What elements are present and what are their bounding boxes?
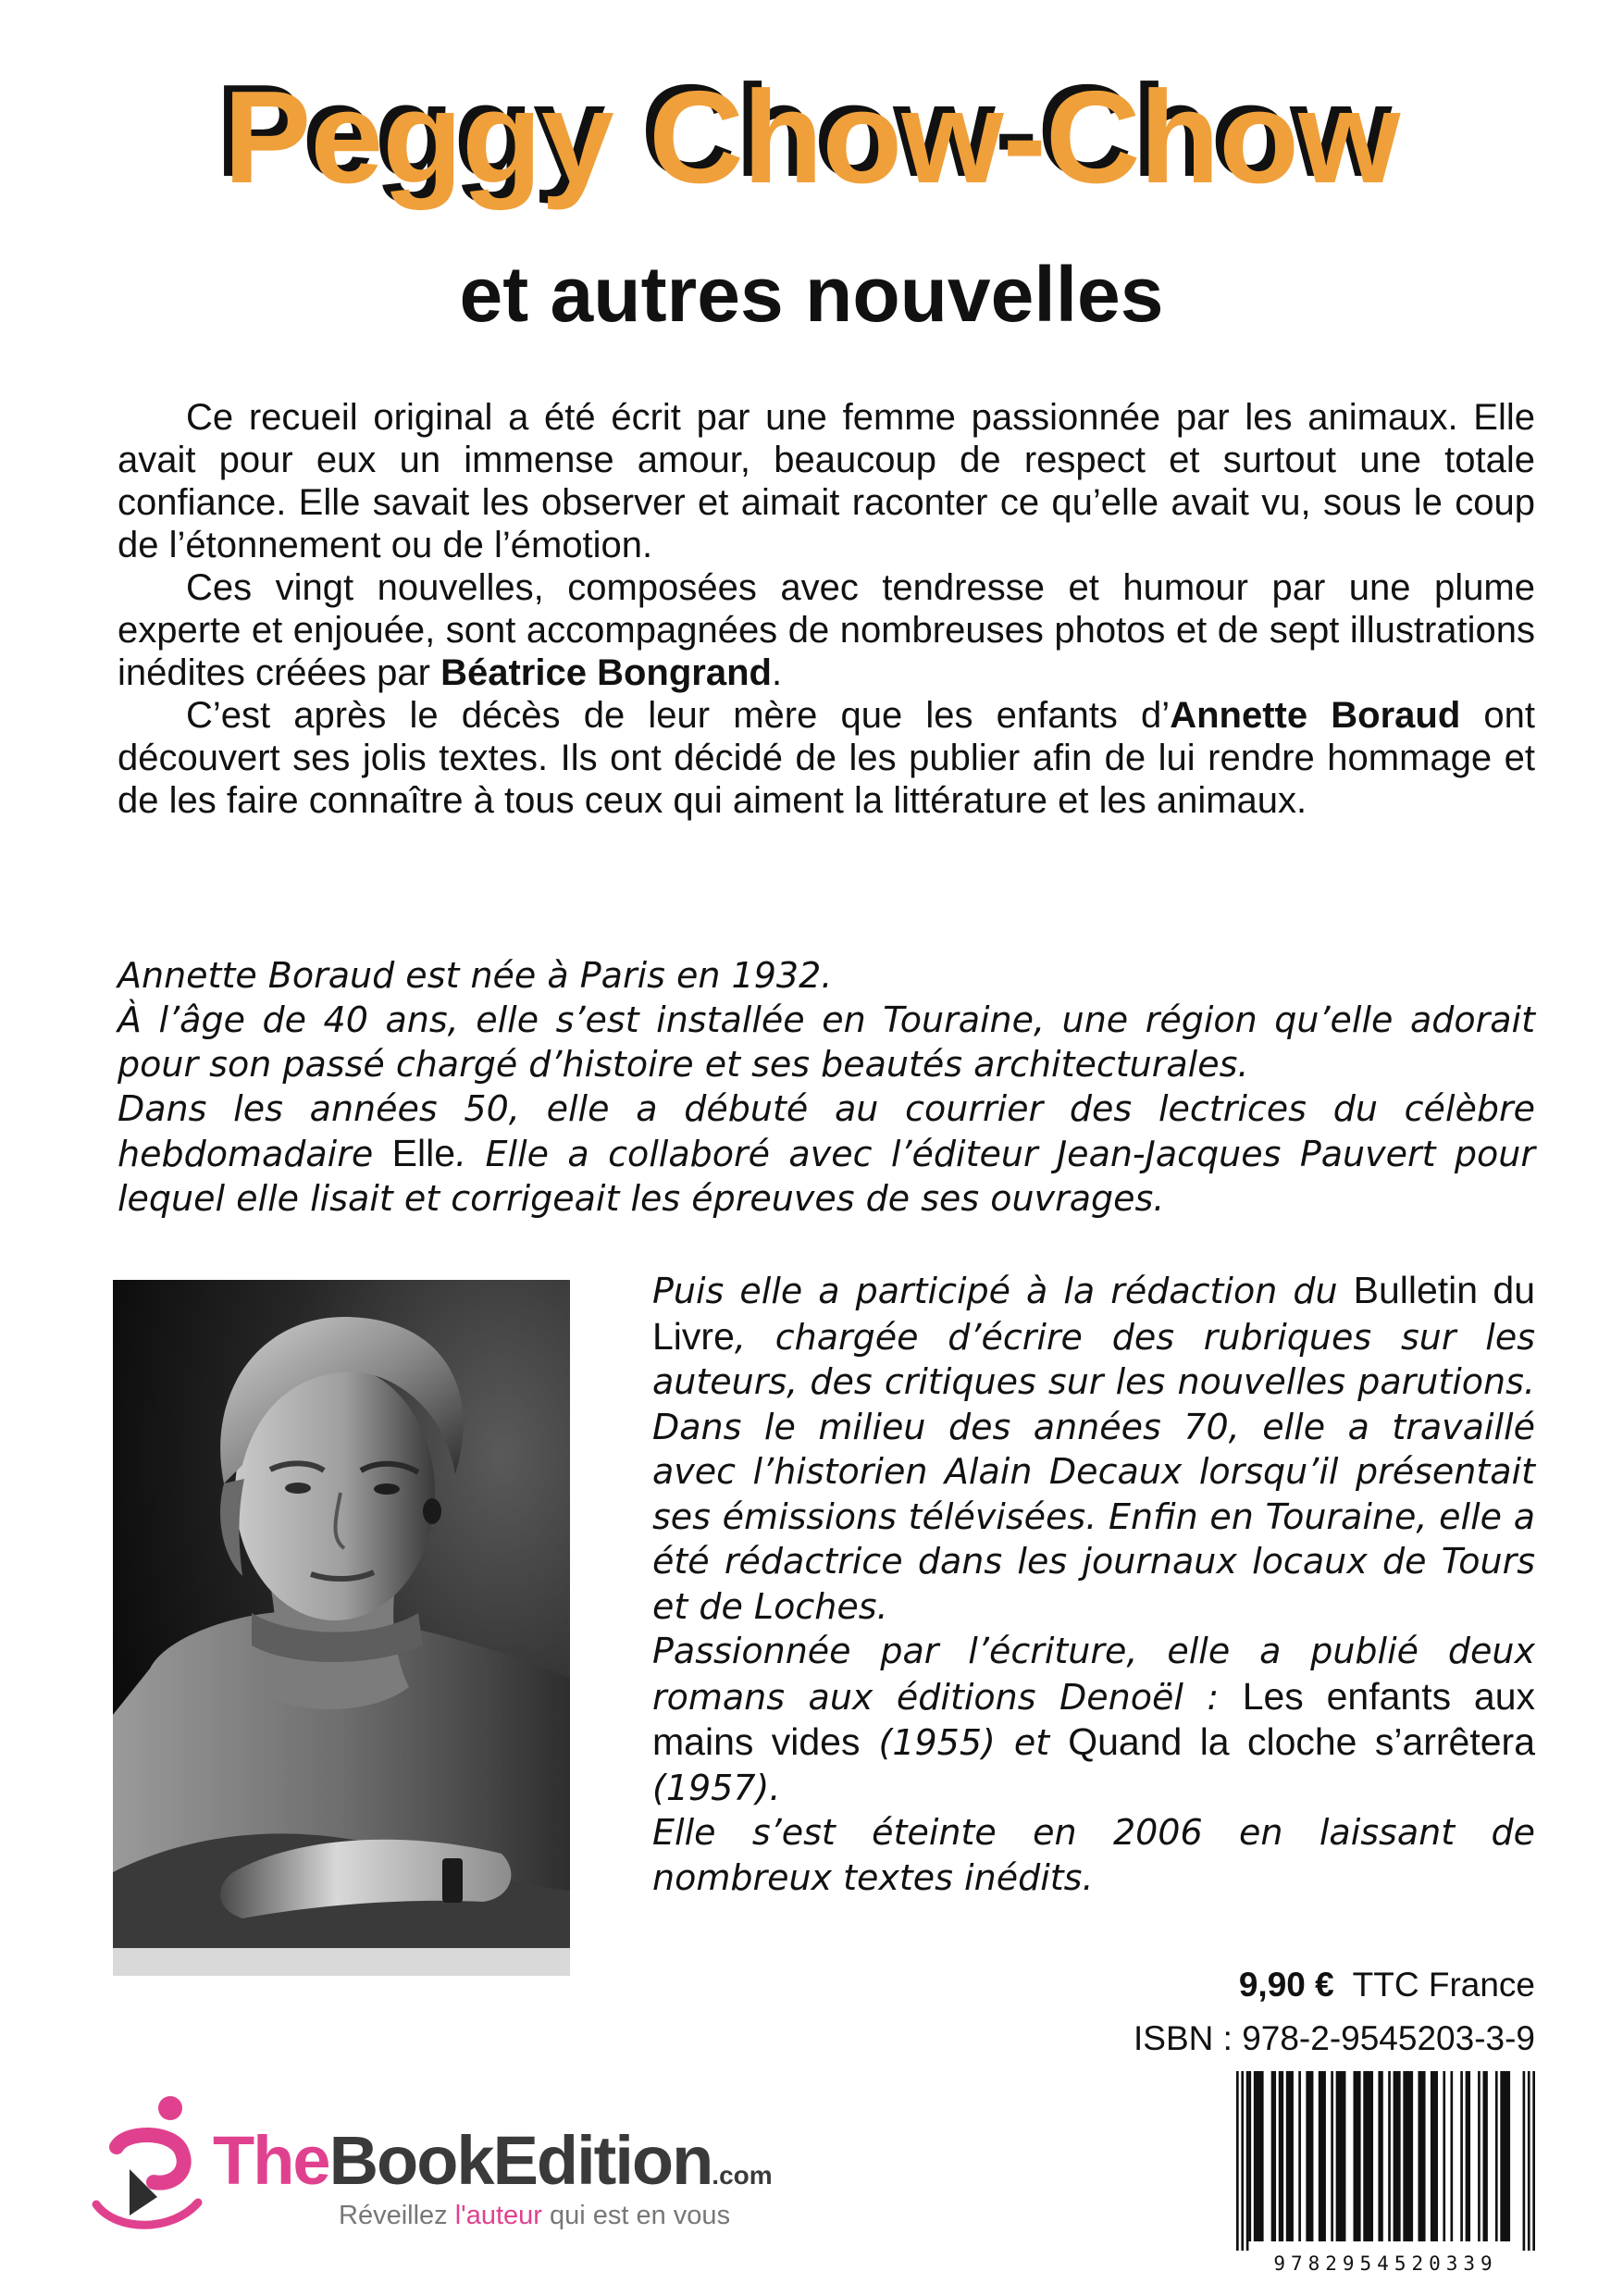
barcode-guard-bar [1523, 2071, 1526, 2251]
bio-line: À l’âge de 40 ans, elle s’est installée en Touraine, une région qu’elle adorait pour son passé chargé d’histoire et ses beautés architecturales. [118, 999, 1535, 1085]
barcode-bar [1378, 2071, 1382, 2241]
barcode-bar [1286, 2071, 1294, 2241]
barcode-bar [1482, 2071, 1487, 2241]
barcode-bar [1271, 2071, 1276, 2241]
barcode-guard-bar [1532, 2071, 1535, 2251]
synopsis-paragraph: Ces vingt nouvelles, composées avec tendresse et humour par une plume experte et enjouée, sont accompagnées de nombreuses photos et de sept illustrations inédites créées par Béatrice Bongrand. [118, 567, 1535, 693]
price-amount: 9,90 € [1238, 1966, 1334, 2004]
barcode-bar [1254, 2071, 1264, 2241]
author-career [652, 1268, 1535, 1900]
barcode-bar [1450, 2071, 1453, 2241]
barcode-bar [1460, 2071, 1463, 2241]
barcode-bar [1331, 2071, 1333, 2241]
barcode-bar [1298, 2071, 1301, 2241]
barcode-guard-bar [1241, 2071, 1244, 2251]
barcode-bar [1418, 2071, 1425, 2241]
price-label [1239, 1966, 1535, 2004]
book-title: Peggy Chow-Chow [223, 64, 1400, 211]
author-portrait-image [113, 1280, 570, 1976]
barcode-bar [1431, 2071, 1438, 2241]
author-biography [118, 953, 1535, 1221]
barcode-bar [1336, 2071, 1346, 2241]
synopsis-paragraph: C’est après le décès de leur mère que les enfants d’Annette Boraud ont découvert ses jolis textes. Ils ont décidé de les publier afin de lui rendre hommage et de les faire connaître à tous ceux qui aiment la littérature et les animaux. [118, 695, 1536, 821]
novel-title: Les enfants aux mains vides [652, 1674, 1535, 1763]
barcode-bar [1478, 2071, 1481, 2241]
barcode-bar [1306, 2071, 1313, 2241]
bio-line: Dans les années 50, elle a débuté au courrier des lectrices du célèbre hebdomadaire Elle. Elle a collaboré avec l’éditeur Jean-Jacques Pauvert pour lequel elle lisait et corrigeait les épreuves de ses ouvrages. [118, 1088, 1535, 1219]
barcode-bar [1500, 2071, 1510, 2241]
magazine-title: Elle [391, 1132, 456, 1174]
barcode-bar [1363, 2071, 1373, 2241]
barcode-bar [1388, 2071, 1391, 2241]
publication-title: Bulletin du Livre [652, 1269, 1536, 1358]
barcode-bar [1466, 2071, 1470, 2241]
isbn-label: ISBN : 978-2-9545203-3-9 [1134, 2019, 1535, 2057]
publisher-logo [89, 2093, 829, 2232]
publisher-tagline: Réveillez l'auteur qui est en vous [339, 2201, 731, 2230]
barcode-digits: 9782954520339 [1273, 2253, 1498, 2275]
barcode-bar [1354, 2071, 1361, 2241]
barcode-bar [1394, 2071, 1401, 2241]
barcode-bar [1443, 2071, 1445, 2241]
novel-title: Quand la cloche s’arrêtera [1068, 1720, 1536, 1763]
book-subtitle: et autres nouvelles [459, 251, 1164, 338]
career-paragraph: Elle s’est éteinte en 2006 en laissant de nombreux textes inédits. [652, 1812, 1535, 1898]
career-paragraph: Puis elle a participé à la rédaction du Bulletin du Livre, chargée d’écrire des rubriques sur les auteurs, des critiques sur les nouvelles parutions. Dans le milieu des années 70, elle a travaillé avec l’historien Alain Decaux lorsqu’il présentait ses émissions télévisées. Enfin en Touraine, elle a été rédactrice dans les journaux locaux de Tours et de Loches. [652, 1269, 1536, 1627]
synopsis-paragraph: Ce recueil original a été écrit par une femme passionnée par les animaux. Elle avait pour eux un immense amour, beaucoup de respect et surtout une totale confiance. Elle savait les observer et aimait raconter ce qu’elle avait vu, sous le coup de l’étonnement ou de l’émotion. [118, 397, 1535, 565]
barcode-image [1236, 2071, 1535, 2251]
career-paragraph: Passionnée par l’écriture, elle a publié deux romans aux éditions Denoël : Les enfants aux mains vides (1955) et Quand la cloche s’arrêtera (1957). [652, 1631, 1536, 1808]
barcode-guard-bar [1236, 2071, 1239, 2251]
barcode-bar [1248, 2071, 1251, 2241]
illustrator-name: Béatrice Bongrand [440, 652, 772, 693]
publisher-name: TheBookEdition.com [213, 2122, 773, 2199]
barcode-bar [1495, 2071, 1498, 2241]
barcode-bar [1403, 2071, 1413, 2241]
author-photo [113, 1280, 570, 1976]
synopsis [118, 396, 1535, 822]
barcode-bar [1319, 2071, 1326, 2241]
barcode-guard-bar [1246, 2071, 1249, 2251]
price-suffix: TTC France [1352, 1966, 1535, 2004]
author-name: Annette Boraud [1170, 695, 1461, 736]
writer-figure-icon [89, 2093, 209, 2232]
bio-line: Annette Boraud est née à Paris en 1932. [118, 955, 833, 996]
barcode-bar [1279, 2071, 1283, 2241]
barcode-guard-bar [1528, 2071, 1530, 2251]
